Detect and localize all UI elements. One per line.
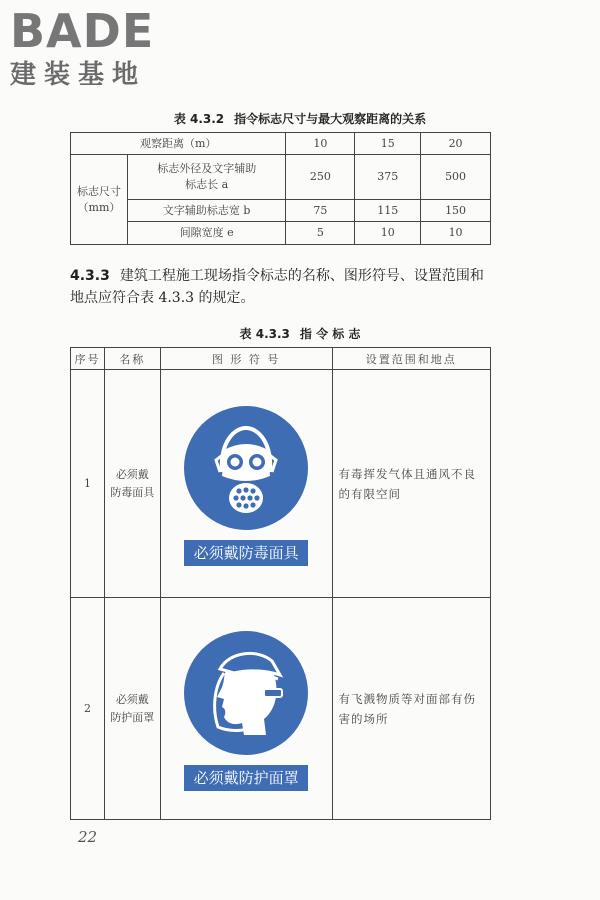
row-label: 间隙宽度 e [127, 222, 286, 245]
sign-location: 有飞溅物质等对面部有伤害的场所 [332, 598, 490, 820]
table2-caption-number: 表 4.3.3 [239, 327, 290, 341]
header-name: 名称 [104, 348, 160, 370]
table-row [71, 222, 491, 245]
sign-text-panel: 必须戴防护面罩 [184, 765, 308, 791]
sign-symbol-cell [160, 598, 332, 820]
table-cell: 375 [355, 155, 421, 200]
sign-size-table [70, 132, 491, 245]
clause-text: 建筑工程施工现场指令标志的名称、图形符号、设置范围和地点应符合表 4.3.3 的规定。 [70, 268, 484, 306]
gas-mask-sign [184, 402, 308, 566]
sign-name: 必须戴 防护面罩 [104, 598, 160, 820]
table-cell: 150 [421, 200, 491, 222]
table-cell: 5 [286, 222, 355, 245]
row-label: 标志外径及文字辅助 标志长 a [127, 155, 286, 200]
table-cell: 20 [421, 133, 491, 155]
row-label: 文字辅助标志宽 b [127, 200, 286, 222]
table-cell: 10 [421, 222, 491, 245]
table-cell: 10 [286, 133, 355, 155]
size-group-label: 标志尺寸 （mm） [71, 155, 128, 245]
table-cell: 75 [286, 200, 355, 222]
logo-wordmark: BADE [10, 4, 155, 58]
row-number: 1 [71, 370, 105, 598]
clause-number: 4.3.3 [70, 268, 110, 284]
row-number: 2 [71, 598, 105, 820]
face-shield-icon [184, 627, 308, 759]
table-row [71, 133, 491, 155]
table1-caption-number: 表 4.3.2 [173, 112, 225, 126]
header-symbol: 图 形 符 号 [160, 348, 332, 370]
table-row [71, 598, 491, 820]
sign-location: 有毒挥发气体且通风不良的有限空间 [332, 370, 490, 598]
table2-caption [0, 325, 600, 342]
gas-mask-icon [184, 402, 308, 534]
table-row [71, 155, 491, 200]
page-number: 22 [78, 828, 98, 846]
clause-4-3-3 [70, 265, 495, 309]
table2-caption-title: 指 令 标 志 [299, 327, 361, 341]
header-num: 序号 [71, 348, 105, 370]
table-row [71, 200, 491, 222]
bade-logo [10, 4, 155, 90]
table-cell: 500 [421, 155, 491, 200]
table-cell: 15 [355, 133, 421, 155]
header-location: 设置范围和地点 [332, 348, 490, 370]
sign-name: 必须戴 防毒面具 [104, 370, 160, 598]
sign-symbol-cell [160, 370, 332, 598]
table-cell: 10 [355, 222, 421, 245]
table-cell: 115 [355, 200, 421, 222]
face-shield-sign [184, 627, 308, 791]
table-row [71, 370, 491, 598]
table-header-row [71, 348, 491, 370]
table1-caption [0, 110, 600, 127]
logo-subtitle: 建装基地 [10, 60, 147, 90]
table-cell: 250 [286, 155, 355, 200]
distance-header: 观察距离（m） [71, 133, 286, 155]
table1-caption-title: 指令标志尺寸与最大观察距离的关系 [234, 112, 427, 126]
mandatory-signs-table [70, 347, 491, 820]
sign-text-panel: 必须戴防毒面具 [184, 540, 308, 566]
